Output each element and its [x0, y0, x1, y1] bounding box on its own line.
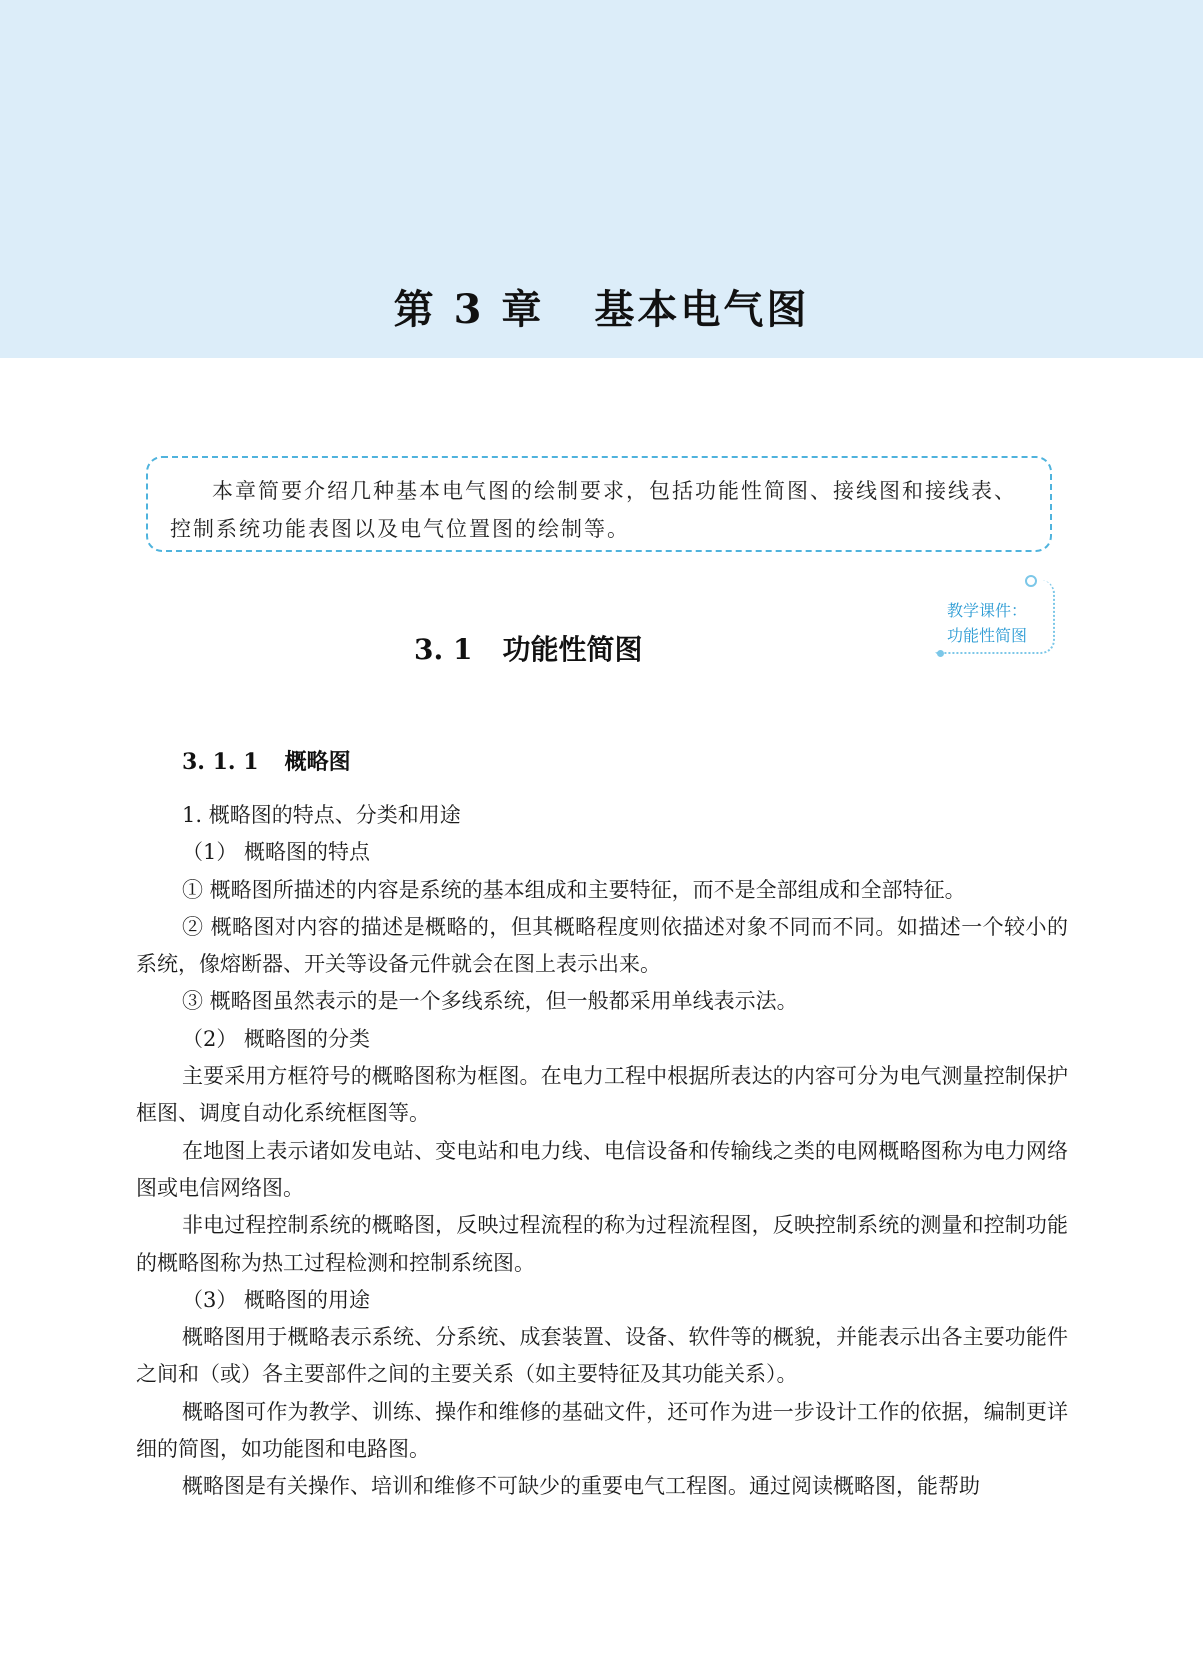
courseware-link[interactable]: [935, 580, 1055, 654]
paragraph: （1） 概略图的特点: [182, 840, 371, 865]
courseware-dot-icon-small: [937, 650, 944, 657]
courseware-topic: 功能性简图: [947, 626, 1028, 645]
paragraph: 概略图用于概略表示系统、分系统、成套装置、设备、软件等的概貌，并能表示出各主要功能件之间和（或）各主要部件之间的主要关系（如主要特征及其功能关系）。: [136, 1325, 1068, 1387]
paragraph: （3） 概略图的用途: [182, 1287, 371, 1312]
paragraph: 非电过程控制系统的概略图，反映过程流程的称为过程流程图，反映控制系统的测量和控制功能的概略图称为热工过程检测和控制系统图。: [136, 1213, 1068, 1275]
subsection-name: 概略图: [284, 750, 351, 775]
paragraph: 主要采用方框符号的概略图称为框图。在电力工程中根据所表达的内容可分为电气测量控制保护框图、调度自动化系统框图等。: [136, 1064, 1068, 1126]
section-title: [414, 628, 642, 668]
paragraph: ③ 概略图虽然表示的是一个多线系统，但一般都采用单线表示法。: [182, 989, 798, 1014]
courseware-label: 教学课件：: [947, 601, 1028, 620]
chapter-name: 基本电气图: [594, 286, 810, 333]
chapter-summary-text: 本章简要介绍几种基本电气图的绘制要求，包括功能性简图、接线图和接线表、控制系统功能表图以及电气位置图的绘制等。: [170, 479, 1017, 541]
courseware-dot-icon: [1025, 575, 1037, 587]
paragraph: 1. 概略图的特点、分类和用途: [182, 803, 461, 827]
paragraph: 在地图上表示诸如发电站、变电站和电力线、电信设备和传输线之类的电网概略图称为电力网络图或电信网络图。: [136, 1138, 1068, 1200]
section-number: 3. 1: [414, 633, 473, 666]
paragraph: ② 概略图对内容的描述是概略的，但其概略程度则依描述对象不同而不同。如描述一个较小的系统，像熔断器、开关等设备元件就会在图上表示出来。: [136, 914, 1068, 977]
subsection-title: [182, 745, 351, 776]
paragraph: （2） 概略图的分类: [182, 1026, 371, 1051]
section-name: 功能性简图: [502, 633, 643, 666]
paragraph: 概略图是有关操作、培训和维修不可缺少的重要电气工程图。通过阅读概略图，能帮助: [182, 1474, 980, 1499]
paragraph: 概略图可作为教学、训练、操作和维修的基础文件，还可作为进一步设计工作的依据，编制更详细的简图，如功能图和电路图。: [136, 1399, 1068, 1462]
chapter-title: [0, 278, 1203, 335]
chapter-summary-box: [146, 456, 1052, 552]
body-text: [136, 797, 1068, 1506]
chapter-number: 第 3 章: [393, 286, 545, 333]
paragraph: ① 概略图所描述的内容是系统的基本组成和主要特征，而不是全部组成和全部特征。: [182, 877, 966, 902]
subsection-number: 3. 1. 1: [182, 749, 259, 775]
